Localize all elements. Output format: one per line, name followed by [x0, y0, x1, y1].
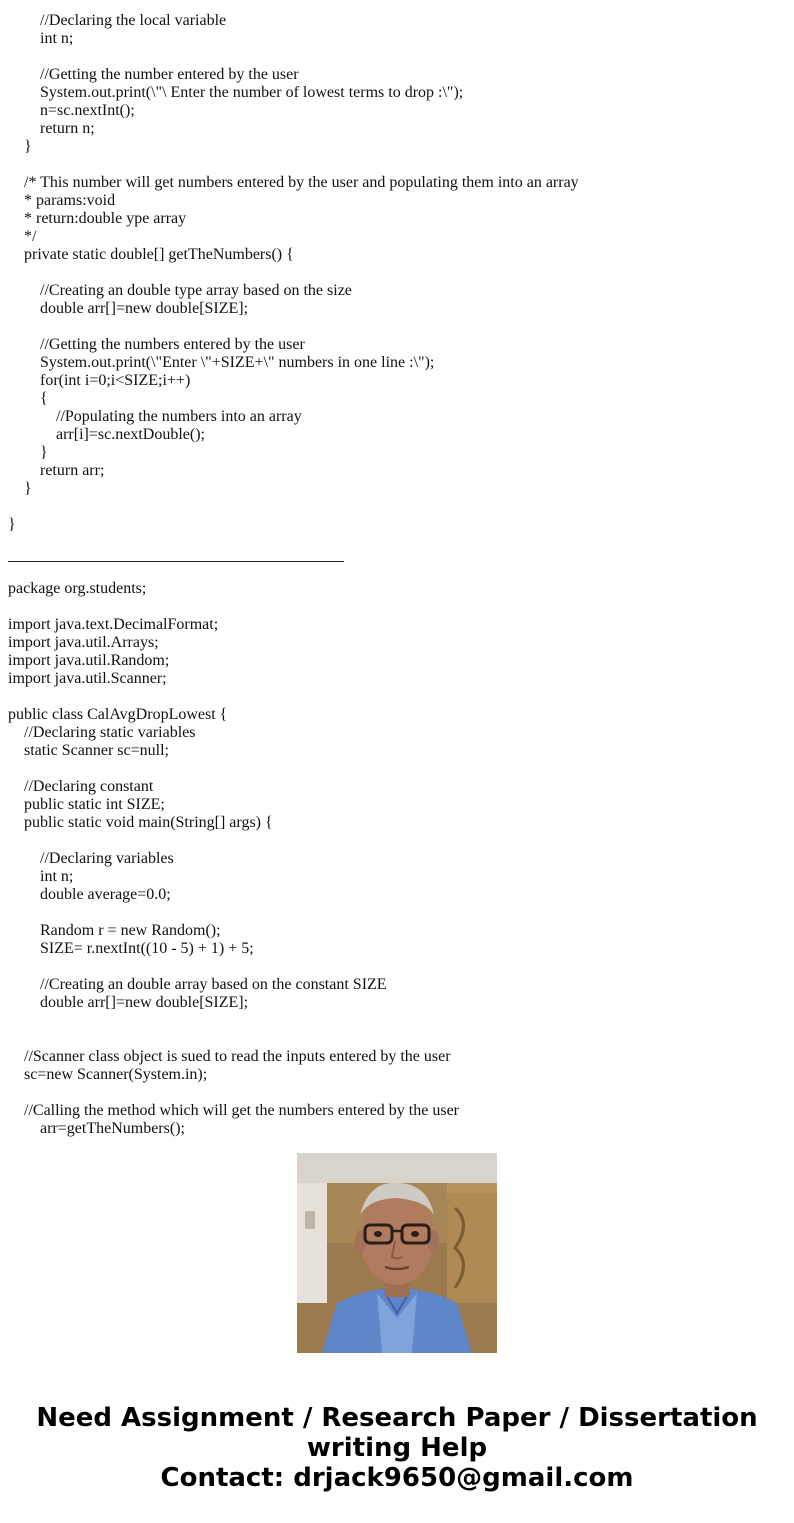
code-line: } — [8, 444, 48, 461]
code-line: } — [8, 516, 16, 533]
code-line: //Scanner class object is sued to read the inputs entered by the user — [8, 1048, 451, 1065]
code-line: import java.util.Scanner; — [8, 670, 167, 687]
code-line: * params:void — [8, 192, 116, 209]
code-line: */ — [8, 228, 37, 245]
code-line: import java.util.Random; — [8, 652, 170, 669]
contact-banner — [0, 1403, 794, 1493]
code-line: { — [8, 390, 48, 407]
code-line: * return:double ype array — [8, 210, 187, 227]
code-line: //Declaring the local variable — [8, 12, 227, 29]
code-line: arr=getTheNumbers(); — [8, 1120, 185, 1137]
code-line: double average=0.0; — [8, 886, 171, 903]
code-line: System.out.print(\"\ Enter the number of lowest terms to drop :\"); — [8, 84, 464, 101]
code-line: /* This number will get numbers entered by the user and populating them into an array — [8, 174, 579, 191]
code-line: public class CalAvgDropLowest { — [8, 706, 228, 723]
code-line: for(int i=0;i<SIZE;i++) — [8, 372, 191, 389]
code-line: double arr[]=new double[SIZE]; — [8, 994, 249, 1011]
code-line: double arr[]=new double[SIZE]; — [8, 300, 249, 317]
code-line: //Populating the numbers into an array — [8, 408, 302, 425]
code-line: //Creating an double type array based on the size — [8, 282, 352, 299]
code-line: //Getting the numbers entered by the user — [8, 336, 305, 353]
banner-subline: writing Help — [306, 1433, 488, 1463]
code-line: } — [8, 480, 32, 497]
code-line: //Declaring constant — [8, 778, 154, 795]
code-line: sc=new Scanner(System.in); — [8, 1066, 208, 1083]
banner-headline: Need Assignment / Research Paper / Dissertation — [36, 1403, 758, 1433]
code-line: System.out.print(\"Enter \"+SIZE+\" numbers in one line :\"); — [8, 354, 435, 371]
code-line: } — [8, 138, 32, 155]
code-line: public static void main(String[] args) { — [8, 814, 273, 831]
code-line: int n; — [8, 868, 74, 885]
section-divider — [8, 561, 344, 562]
code-line: import java.util.Arrays; — [8, 634, 159, 651]
code-line: //Declaring static variables — [8, 724, 196, 741]
code-line: int n; — [8, 30, 74, 47]
author-avatar — [297, 1153, 497, 1353]
code-line: SIZE= r.nextInt((10 - 5) + 1) + 5; — [8, 940, 254, 957]
code-line: package org.students; — [8, 580, 147, 597]
code-line: return n; — [8, 120, 95, 137]
code-line: static Scanner sc=null; — [8, 742, 169, 759]
code-line: //Getting the number entered by the user — [8, 66, 299, 83]
code-line: //Calling the method which will get the numbers entered by the user — [8, 1102, 460, 1119]
code-line: Random r = new Random(); — [8, 922, 221, 939]
code-line: public static int SIZE; — [8, 796, 165, 813]
code-line: arr[i]=sc.nextDouble(); — [8, 426, 205, 443]
code-line: import java.text.DecimalFormat; — [8, 616, 219, 633]
code-line: //Creating an double array based on the constant SIZE — [8, 976, 387, 993]
code-line: //Declaring variables — [8, 850, 174, 867]
code-line: n=sc.nextInt(); — [8, 102, 135, 119]
code-line: return arr; — [8, 462, 105, 479]
code-line: private static double[] getTheNumbers() { — [8, 246, 294, 263]
banner-contact: Contact: drjack9650@gmail.com — [160, 1463, 634, 1493]
